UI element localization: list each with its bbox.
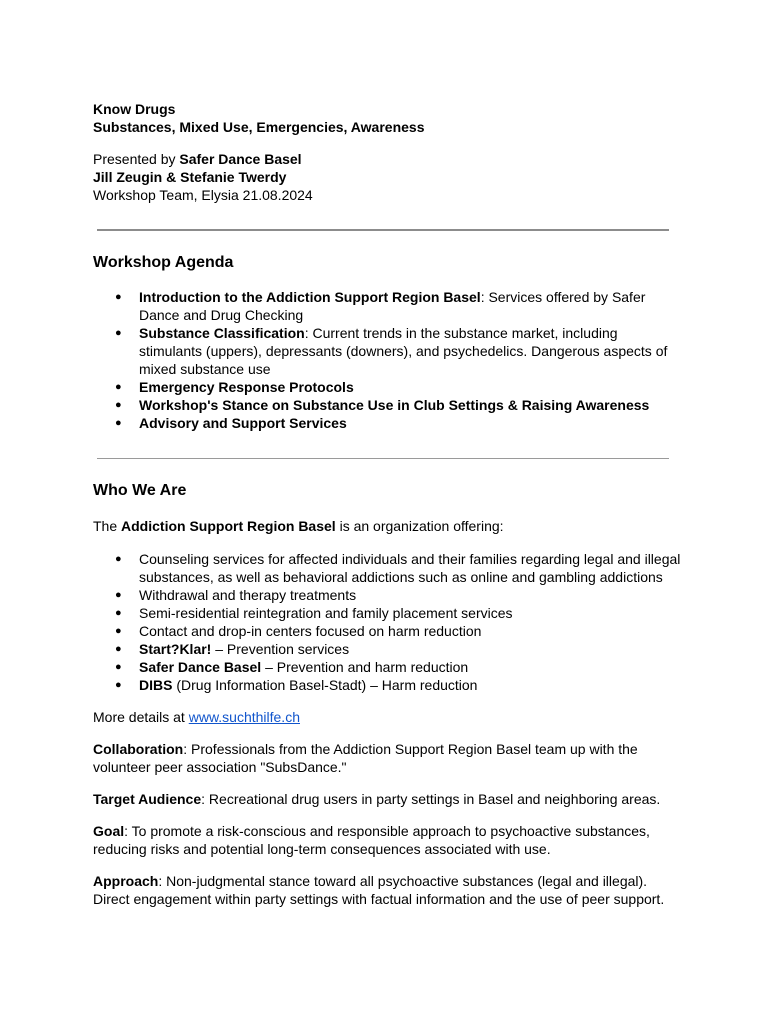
intro-paragraph (93, 517, 683, 535)
goal-text: : To promote a risk-conscious and responsible approach to psychoactive substances, reducing risks and potential long-term consequences associated with use. (93, 823, 650, 857)
service-item (93, 622, 683, 640)
document-body (93, 100, 683, 908)
service-item (93, 658, 683, 676)
approach-label: Approach (93, 873, 159, 889)
title-block (93, 100, 683, 136)
presented-by-line (93, 150, 683, 168)
agenda-item (93, 378, 683, 396)
agenda-item-text: : Services offered by Safer Dance and Drug Checking (139, 289, 646, 323)
service-item-title: DIBS (139, 677, 173, 693)
agenda-item (93, 324, 683, 378)
presenter-names: Jill Zeugin & Stefanie Twerdy (93, 169, 287, 185)
service-item-title: Start?Klar! (139, 641, 212, 657)
service-item-title: Safer Dance Basel (139, 659, 262, 675)
agenda-item (93, 414, 683, 432)
target-audience-text: : Recreational drug users in party settings in Basel and neighboring areas. (201, 791, 661, 807)
service-item (93, 676, 683, 694)
intro-org: Addiction Support Region Basel (121, 518, 336, 534)
service-item-text: (Drug Information Basel-Stadt) – Harm reduction (172, 677, 478, 693)
service-item-text: Semi-residential reintegration and family placement services (139, 605, 513, 621)
more-details-prefix: More details at (93, 709, 189, 725)
intro-prefix: The (93, 518, 122, 534)
more-details-line (93, 708, 683, 726)
approach-text: : Non-judgmental stance toward all psychoactive substances (legal and illegal). Direct engagement within party settings with factual information and the use of peer support. (93, 873, 665, 907)
service-item (93, 586, 683, 604)
collaboration-paragraph (93, 740, 683, 776)
target-audience-label: Target Audience (93, 791, 202, 807)
goal-label: Goal (93, 823, 125, 839)
service-item (93, 550, 683, 586)
agenda-item (93, 396, 683, 414)
service-item (93, 604, 683, 622)
collaboration-text: : Professionals from the Addiction Support Region Basel team up with the volunteer peer association "SubsDance." (93, 741, 638, 775)
intro-suffix: is an organization offering: (335, 518, 504, 534)
service-item-text: Contact and drop-in centers focused on harm reduction (139, 623, 482, 639)
service-item-text: Counseling services for affected individuals and their families regarding legal and illegal substances, as well as behavioral addictions such as online and gambling addictions (139, 551, 681, 585)
service-item (93, 640, 683, 658)
presented-by-prefix: Presented by (93, 151, 180, 167)
agenda-item-text: : Current trends in the substance market, including stimulants (uppers), depressants (downers), and psychedelics. Dangerous aspects of mixed substance use (139, 325, 668, 377)
who-we-are-heading: Who We Are (93, 482, 187, 499)
service-item-text: – Prevention services (211, 641, 350, 657)
agenda-heading: Workshop Agenda (93, 254, 234, 271)
section-divider (97, 229, 669, 231)
presenter-block (93, 150, 683, 204)
approach-paragraph (93, 872, 683, 908)
agenda-item (93, 288, 683, 324)
service-item-text: – Prevention and harm reduction (261, 659, 469, 675)
suchthilfe-link[interactable]: www.suchthilfe.ch (188, 709, 300, 725)
agenda-item-title: Workshop's Stance on Substance Use in Club Settings & Raising Awareness (139, 397, 650, 413)
presenting-org: Safer Dance Basel (179, 151, 302, 167)
agenda-item-title: Emergency Response Protocols (139, 379, 354, 395)
agenda-item-title: Substance Classification (139, 325, 305, 341)
agenda-list (93, 288, 683, 432)
collaboration-label: Collaboration (93, 741, 184, 757)
target-audience-paragraph (93, 790, 683, 808)
document-title: Know Drugs (93, 101, 176, 117)
services-list (93, 550, 683, 694)
document-subtitle: Substances, Mixed Use, Emergencies, Awareness (93, 119, 425, 135)
agenda-item-title: Advisory and Support Services (139, 415, 347, 431)
service-item-text: Withdrawal and therapy treatments (139, 587, 357, 603)
agenda-item-title: Introduction to the Addiction Support Region Basel (139, 289, 481, 305)
section-divider (97, 458, 669, 459)
goal-paragraph (93, 822, 683, 858)
team-date: Workshop Team, Elysia 21.08.2024 (93, 187, 313, 203)
